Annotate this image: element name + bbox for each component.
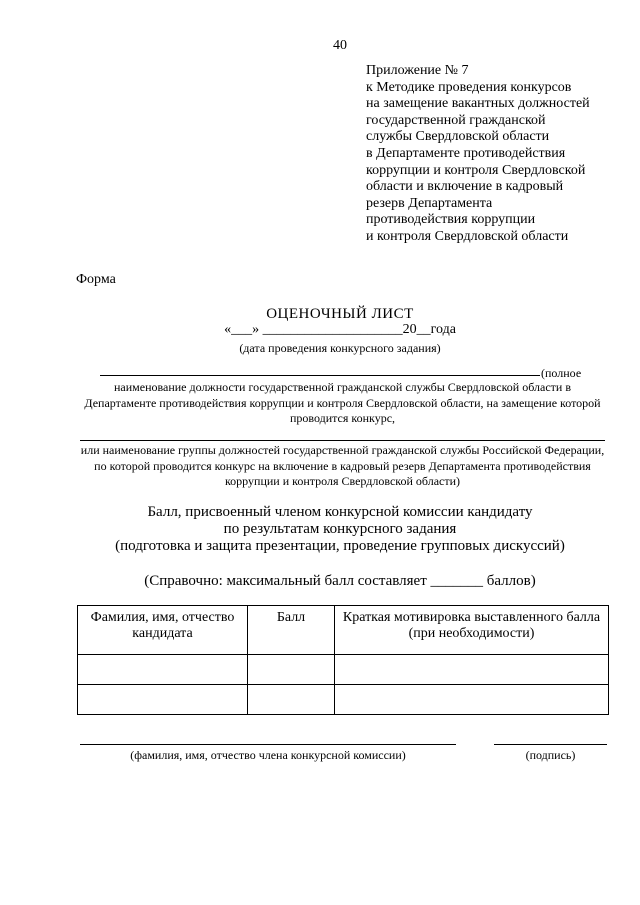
appendix-line: коррупции и контроля Свердловской <box>366 162 586 178</box>
date-caption: (дата проведения конкурсного задания) <box>239 341 441 355</box>
appendix-line: Приложение № 7 <box>366 63 469 78</box>
signature-caption: (подпись) <box>525 748 576 762</box>
table-row <box>78 685 609 715</box>
table-header-row <box>78 606 609 655</box>
appendix-line: противодействия коррупции <box>366 212 536 228</box>
appendix-line: резерв Департамента <box>366 195 493 211</box>
appendix-line: к Методике проведения конкурсов <box>366 79 572 95</box>
score-heading-line: Балл, присвоенный членом конкурсной комиссии кандидату <box>147 504 533 520</box>
appendix-block <box>366 63 590 246</box>
position-caption: наименование должности государственной гражданской службы Свердловской области в Департаменте противодействия коррупции и контроля Свердловской области, на замещение которой проводится конкурс, <box>84 380 601 425</box>
member-name-caption: (фамилия, имя, отчество члена конкурсной комиссии) <box>130 748 406 762</box>
header-score: Балл <box>248 606 335 655</box>
appendix-line: государственной гражданской <box>366 112 546 128</box>
cell-candidate-name[interactable] <box>78 685 248 715</box>
cell-motivation[interactable] <box>335 655 609 685</box>
signature-fill-line <box>494 744 607 745</box>
score-heading <box>0 504 640 555</box>
form-label: Форма <box>76 272 116 287</box>
header-candidate-name: Фамилия, имя, отчество кандидата <box>78 606 248 655</box>
cell-score[interactable] <box>248 685 335 715</box>
page-number: 40 <box>333 38 347 53</box>
position-fill-line <box>100 375 540 376</box>
appendix-line: в Департаменте противодействия <box>366 145 566 161</box>
appendix-line: области и включение в кадровый <box>366 179 564 195</box>
date-line: «___» ____________________20__года <box>224 322 456 337</box>
max-score-reference: (Справочно: максимальный балл составляет _______ баллов) <box>144 573 536 589</box>
group-fill-line <box>80 440 605 441</box>
group-caption: или наименование группы должностей государственной гражданской службы Российской Федерации, по которой проводится конкурс на включение в кадровый резерв Департамента противодействия коррупции и контроля Свердловской области) <box>80 443 605 488</box>
score-table <box>77 605 609 715</box>
table-row <box>78 655 609 685</box>
score-heading-line: по результатам конкурсного задания <box>223 521 457 537</box>
position-suffix: (полное <box>541 366 582 380</box>
header-motivation: Краткая мотивировка выставленного балла (при необходимости) <box>335 606 609 655</box>
appendix-line: на замещение вакантных должностей <box>366 96 590 112</box>
cell-score[interactable] <box>248 655 335 685</box>
member-name-fill-line <box>80 744 456 745</box>
appendix-line: службы Свердловской области <box>366 129 550 145</box>
cell-candidate-name[interactable] <box>78 655 248 685</box>
appendix-line: и контроля Свердловской области <box>366 228 569 244</box>
score-heading-line: (подготовка и защита презентации, проведение групповых дискуссий) <box>115 538 565 554</box>
document-title: ОЦЕНОЧНЫЙ ЛИСТ <box>266 306 414 322</box>
cell-motivation[interactable] <box>335 685 609 715</box>
